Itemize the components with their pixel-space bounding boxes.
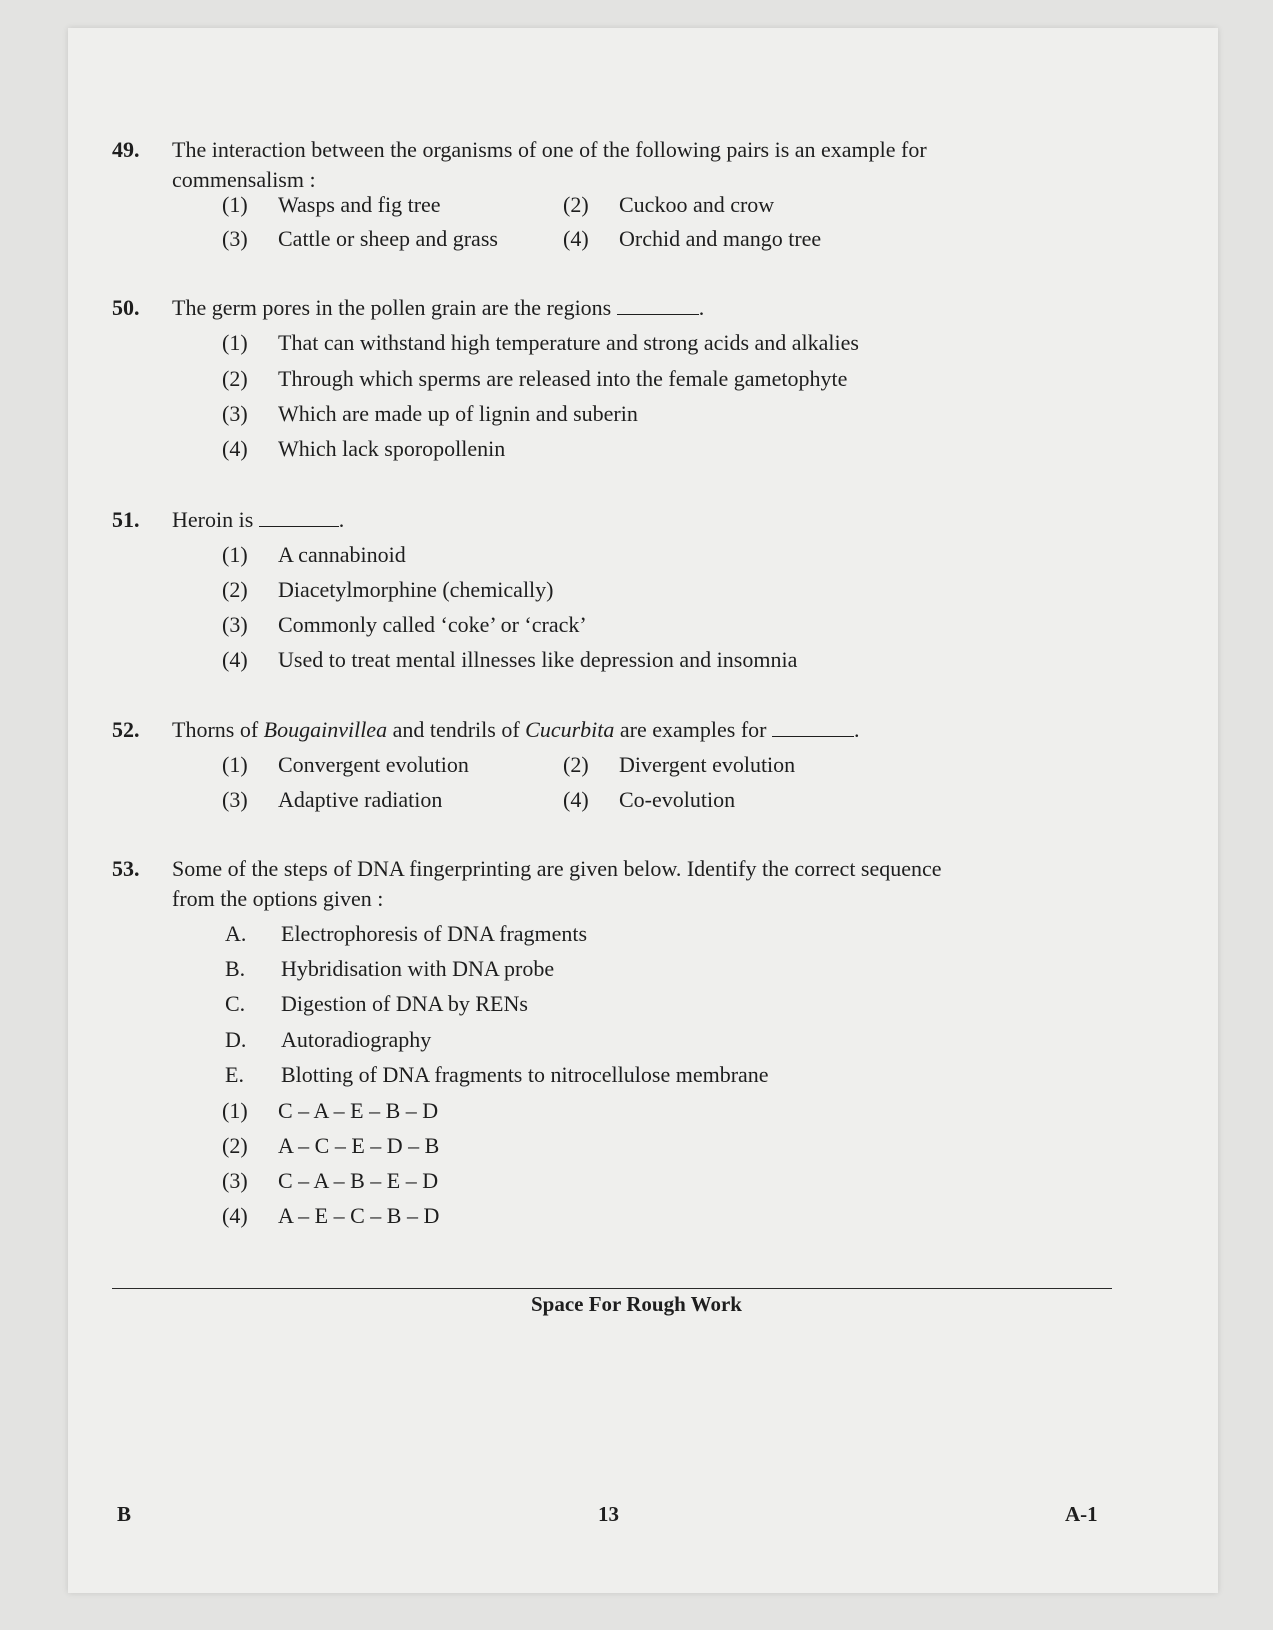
footer-code: A-1 [1065, 1502, 1098, 1526]
question-text-line1: The interaction between the organisms of one of the following pairs is an example for [172, 137, 927, 162]
question-text-line1: Some of the steps of DNA fingerprinting are given below. Identify the correct sequence [172, 856, 942, 881]
question-text [172, 854, 1102, 914]
question-number: 53. [112, 856, 140, 881]
page-number: 13 [598, 1502, 619, 1526]
question-number: 51. [112, 507, 140, 532]
question-number: 52. [112, 717, 140, 742]
question-number: 50. [112, 295, 140, 320]
question-text-line2: from the options given : [172, 886, 384, 911]
question-text-line2: commensalism : [172, 167, 316, 192]
answer-blank [772, 716, 854, 737]
question-text [172, 135, 1102, 195]
answer-blank [617, 294, 699, 315]
rough-work-divider [112, 1288, 1112, 1289]
question-text: Thorns of Bougainvillea and tendrils of Cucurbita are examples for . [172, 717, 860, 742]
footer-series: B [117, 1502, 132, 1526]
question-text: Heroin is . [172, 507, 345, 532]
answer-blank [259, 506, 339, 527]
question-text: The germ pores in the pollen grain are the regions . [172, 295, 705, 320]
rough-work-label: Space For Rough Work [530, 1292, 742, 1316]
question-number: 49. [112, 137, 140, 162]
